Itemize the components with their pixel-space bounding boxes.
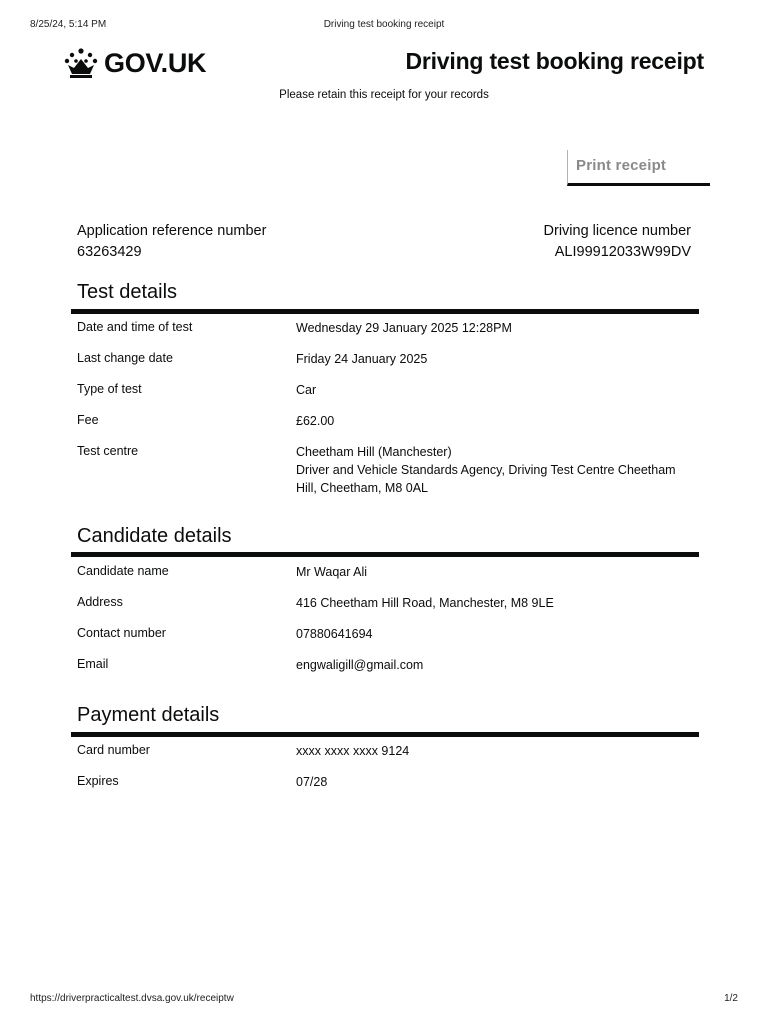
row-key-address: Address <box>77 595 123 609</box>
row-key-expires: Expires <box>77 774 119 788</box>
page-title: Driving test booking receipt <box>405 48 704 74</box>
row-value-date-time: Wednesday 29 January 2025 12:28PM <box>296 321 512 335</box>
row-key-last-change: Last change date <box>77 351 173 365</box>
section-title-candidate-details: Candidate details <box>77 525 232 547</box>
row-value-last-change: Friday 24 January 2025 <box>296 352 428 366</box>
application-ref-value: 63263429 <box>77 244 142 260</box>
print-datetime: 8/25/24, 5:14 PM <box>30 19 107 30</box>
row-key-fee: Fee <box>77 413 99 427</box>
row-key-contact-number: Contact number <box>77 626 166 640</box>
row-key-email: Email <box>77 657 109 671</box>
section-title-test-details: Test details <box>77 281 178 303</box>
footer-url: https://driverpracticaltest.dvsa.gov.uk/receiptw <box>30 993 234 1004</box>
retain-note: Please retain this receipt for your records <box>279 89 489 101</box>
row-value-test-centre: Cheetham Hill (Manchester) <box>296 445 452 459</box>
row-value-test-type: Car <box>296 383 317 397</box>
row-value-test-centre-line3: Hill, Cheetham, M8 0AL <box>296 481 429 495</box>
row-value-contact-number: 07880641694 <box>296 627 373 641</box>
row-value-test-centre-line2: Driver and Vehicle Standards Agency, Driving Test Centre Cheetham <box>296 463 676 477</box>
print-doc-title: Driving test booking receipt <box>323 19 445 30</box>
section-divider <box>71 552 699 557</box>
licence-number-label: Driving licence number <box>543 223 691 239</box>
row-value-card-number: xxxx xxxx xxxx 9124 <box>296 744 410 758</box>
govuk-logo[interactable] <box>64 47 206 79</box>
licence-number-value: ALI99912033W99DV <box>554 244 691 260</box>
row-value-fee: £62.00 <box>296 414 335 428</box>
section-title-payment-details: Payment details <box>77 704 220 726</box>
row-key-candidate-name: Candidate name <box>77 564 169 578</box>
logo-text: GOV.UK <box>104 47 207 78</box>
print-receipt-button[interactable]: Print receipt <box>567 150 710 186</box>
application-ref-label: Application reference number <box>77 223 267 239</box>
section-divider <box>71 309 699 314</box>
row-value-address: 416 Cheetham Hill Road, Manchester, M8 9LE <box>296 596 554 610</box>
row-value-candidate-name: Mr Waqar Ali <box>296 565 368 579</box>
crown-icon <box>64 47 98 79</box>
row-key-card-number: Card number <box>77 743 150 757</box>
row-value-expires: 07/28 <box>296 775 328 789</box>
row-key-date-time: Date and time of test <box>77 320 193 334</box>
row-value-email: engwaligill@gmail.com <box>296 658 424 672</box>
row-key-test-centre: Test centre <box>77 444 139 458</box>
footer-page-number: 1/2 <box>724 993 738 1004</box>
section-divider <box>71 732 699 737</box>
row-key-test-type: Type of test <box>77 382 142 396</box>
